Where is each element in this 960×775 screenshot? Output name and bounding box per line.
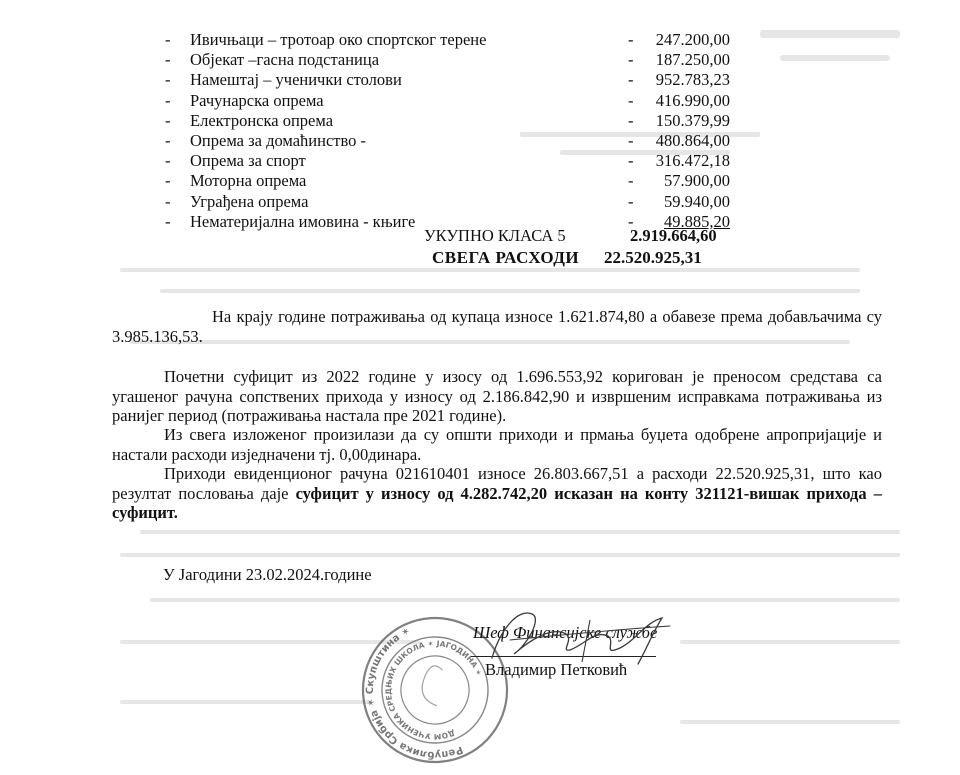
- class5-total-value: 2.919.664,60: [630, 226, 717, 245]
- item-label: Електронска опрема: [190, 110, 334, 130]
- bullet-dash: -: [165, 130, 171, 150]
- stamp-outer-text: Република Србија ✶ Скупштина ✶: [364, 625, 465, 761]
- expense-list: [165, 30, 745, 232]
- signature-name: Владимир Петковић: [485, 660, 628, 679]
- item-amount: 480.864,00: [655, 130, 730, 150]
- bullet-dash: -: [165, 110, 171, 130]
- list-item: [165, 131, 745, 151]
- list-item: [165, 70, 745, 90]
- bullet-dash: -: [165, 211, 171, 231]
- amount-dash: -: [628, 171, 634, 191]
- item-label: Рачунарска опрема: [190, 90, 324, 110]
- item-label: Моторна опрема: [190, 171, 307, 191]
- list-item: [165, 111, 745, 131]
- paragraph-text: Приходи евиденционог рачуна 021610401 износе 26.803.667,51 а расходи 22.520.925,31, што као резултат пословања даје: [112, 464, 882, 503]
- paragraph-text: Из свега изложеног произилази да су општи приходи и прмања буџета одобрене апропријације и настали расходи изједначени тј. 0,00динара.: [112, 425, 882, 464]
- amount-dash: -: [628, 211, 634, 231]
- item-amount: 59.940,00: [664, 191, 730, 211]
- list-item: [165, 50, 745, 70]
- item-amount: 416.990,00: [655, 90, 730, 110]
- item-amount: 187.250,00: [655, 50, 730, 70]
- amount-dash: -: [628, 50, 634, 70]
- item-label: Опрема за домаћинство -: [190, 130, 367, 150]
- expenses-total-value: 22.520.925,31: [604, 248, 702, 267]
- item-amount: 952.783,23: [655, 70, 730, 90]
- item-amount: 150.379,99: [655, 110, 730, 130]
- handwritten-signature-icon: [470, 600, 680, 690]
- item-amount: 247.200,00: [655, 30, 730, 49]
- item-label: Нематеријална имовина - књиге: [190, 211, 416, 231]
- amount-dash: -: [628, 130, 634, 150]
- amount-dash: -: [628, 70, 634, 90]
- list-item: [165, 91, 745, 111]
- amount-dash: -: [628, 151, 634, 171]
- paragraph-text: На крају године потраживања од купаца износе 1.621.874,80 а обавезе према добављачима су 3.985.136,53.: [112, 307, 882, 346]
- bullet-dash: -: [165, 30, 171, 49]
- class5-total-label: УКУПНО КЛАСА 5: [424, 226, 566, 245]
- amount-dash: -: [628, 90, 634, 110]
- bullet-dash: -: [165, 191, 171, 211]
- item-label: Намештај – ученички столови: [190, 70, 402, 90]
- item-amount: 57.900,00: [664, 171, 730, 191]
- list-item: [165, 151, 745, 171]
- item-label: Уграђена опрема: [190, 191, 309, 211]
- amount-dash: -: [628, 110, 634, 130]
- amount-dash: -: [628, 30, 634, 49]
- expenses-total-label: СВЕГА РАСХОДИ: [432, 248, 580, 267]
- list-item: [165, 192, 745, 212]
- bullet-dash: -: [165, 70, 171, 90]
- date-line: У Јагодини 23.02.2024.године: [163, 565, 372, 584]
- stamp-inner-text: ДОМ УЧЕНИКА СРЕДЊИХ ШКОЛА ✶ ЈАГОДИНА ✶: [383, 638, 484, 742]
- list-item: [165, 171, 745, 191]
- item-label: Ивичњаци – тротоар око спортског терене: [190, 30, 487, 49]
- list-item: [165, 30, 745, 50]
- item-amount: 316.472,18: [655, 151, 730, 171]
- paragraph-receivables: [112, 307, 882, 346]
- surplus-highlight: суфицит у износу од 4.282.742,20 исказан на конту 321121-вишак прихода – суфицит.: [112, 483, 882, 522]
- signature-title: Шеф Финансијске службе: [473, 623, 658, 642]
- bullet-dash: -: [165, 50, 171, 70]
- paragraph-result: [112, 464, 882, 523]
- bullet-dash: -: [165, 90, 171, 110]
- paragraph-initial-surplus: [112, 367, 882, 426]
- paragraph-balance: [112, 425, 882, 464]
- amount-dash: -: [628, 191, 634, 211]
- item-label: Опрема за спорт: [190, 151, 306, 171]
- bullet-dash: -: [165, 171, 171, 191]
- bullet-dash: -: [165, 151, 171, 171]
- paragraph-text: Почетни суфицит из 2022 године у изосу од 1.696.553,92 коригован је преносом средстава са угашеног рачуна сопствених прихода у износу од 2.186.842,90 и извршеним исправкама потраживања из ранијег период (потраживања настала пре 2021 године).: [112, 367, 882, 425]
- item-amount: 49.885,20: [664, 211, 730, 231]
- item-label: Објекат –гасна подстаница: [190, 50, 380, 70]
